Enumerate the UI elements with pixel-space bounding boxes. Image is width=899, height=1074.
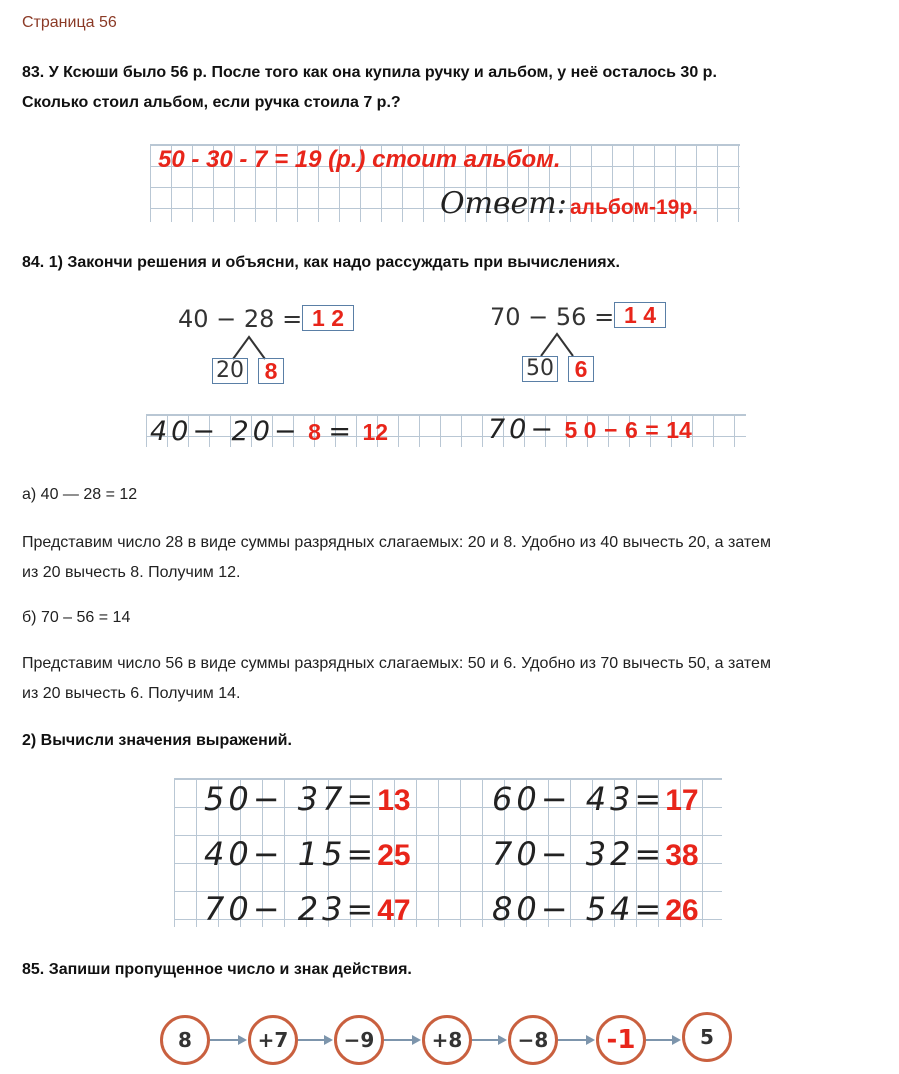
part-left-1: 20 [212, 358, 248, 384]
task-83-answer-label: Ответ: [440, 186, 567, 221]
chain-arrow-5 [558, 1039, 588, 1041]
task-83-text [22, 58, 717, 118]
exercise-6-answer: 26 [665, 894, 699, 927]
chain-circle-2: +7 [248, 1015, 298, 1065]
task-84-title: 84. 1) Закончи решения и объясни, как надо рассуждать при вычислениях. [22, 254, 620, 271]
chain-arrowhead-5 [586, 1035, 595, 1045]
task-83-answer: альбом-19р. [570, 196, 698, 219]
exercise-3 [204, 835, 411, 873]
exercise-3-answer: 25 [377, 839, 411, 872]
explanation-a-label: а) 40 — 28 = 12 [22, 486, 138, 503]
chain-circle-6: -1 [596, 1015, 646, 1065]
chain-arrowhead-6 [672, 1035, 681, 1045]
explanation-b-line1: Представим число 56 в виде суммы разрядных слагаемых: 50 и 6. Удобно из 70 вычесть 50, а затем [22, 655, 771, 672]
chain-right-eq: = [645, 417, 659, 443]
part-right-2: 6 [568, 356, 594, 382]
exercise-1 [204, 780, 411, 818]
exercise-6 [492, 890, 699, 928]
expr-left: 40 − 28 = [178, 305, 303, 333]
exercise-5 [204, 890, 411, 928]
result-left-d2: 2 [331, 305, 344, 331]
explanation-b [22, 649, 771, 709]
branch-right [533, 330, 583, 358]
chain-right-minus: − [604, 417, 618, 443]
result-left-d1: 1 [312, 305, 325, 331]
chain-right-red2: 6 [624, 417, 638, 443]
chain-arrow-2 [298, 1039, 326, 1041]
chain-circle-4: +8 [422, 1015, 472, 1065]
chain-right-hand: 70− [488, 414, 557, 445]
exercise-1-expr: 50− 37= [204, 780, 378, 818]
exercise-1-answer: 13 [377, 784, 411, 817]
chain-left-hand: 40− 20− [150, 416, 301, 447]
chain-arrowhead-4 [498, 1035, 507, 1045]
exercise-5-expr: 70− 23= [204, 890, 378, 928]
explanation-b-line2: из 20 вычесть 6. Получим 14. [22, 685, 241, 702]
exercise-4-answer: 38 [665, 839, 699, 872]
chain-left-eq: = [328, 416, 355, 447]
explanation-a-line2: из 20 вычесть 8. Получим 12. [22, 564, 241, 581]
explanation-b-label: б) 70 – 56 = 14 [22, 609, 131, 626]
branch-left [225, 333, 275, 361]
chain-arrowhead-1 [238, 1035, 247, 1045]
task-85-title: 85. Запиши пропущенное число и знак действия. [22, 961, 412, 978]
exercise-4 [492, 835, 699, 873]
part-left-2: 8 [258, 358, 284, 384]
page-title: Страница 56 [22, 14, 117, 31]
result-right-d2: 4 [643, 302, 656, 328]
task-83-line1: 83. У Ксюши было 56 р. После того как она купила ручку и альбом, у неё осталось 30 р. [22, 64, 717, 81]
chain-circle-5: −8 [508, 1015, 558, 1065]
part-right-1: 50 [522, 356, 558, 382]
expr-right: 70 − 56 = [490, 303, 615, 331]
chain-circle-7: 5 [682, 1012, 732, 1062]
chain-arrowhead-2 [324, 1035, 333, 1045]
chain-right-red1: 5 0 [564, 417, 597, 443]
chain-arrow-4 [472, 1039, 500, 1041]
chain-arrow-6 [646, 1039, 674, 1041]
task-83-solution: 50 - 30 - 7 = 19 (р.) стоит альбом. [158, 146, 561, 173]
chain-left-red2: 12 [362, 419, 389, 445]
task-84-part2-title: 2) Вычисли значения выражений. [22, 732, 292, 749]
explanation-a-line1: Представим число 28 в виде суммы разрядных слагаемых: 20 и 8. Удобно из 40 вычесть 20, а затем [22, 534, 771, 551]
chain-arrow-3 [384, 1039, 414, 1041]
exercise-4-expr: 70− 32= [492, 835, 666, 873]
exercise-2 [492, 780, 699, 818]
chain-circle-1: 8 [160, 1015, 210, 1065]
exercise-6-expr: 80− 54= [492, 890, 666, 928]
task-83-line2: Сколько стоил альбом, если ручка стоила 7 р.? [22, 94, 401, 111]
chain-left-red1: 8 [308, 419, 321, 445]
chain-circle-3: −9 [334, 1015, 384, 1065]
chain-right [488, 414, 692, 445]
result-right-d1: 1 [624, 302, 637, 328]
chain-left [150, 416, 388, 447]
exercise-2-answer: 17 [665, 784, 699, 817]
chain-arrowhead-3 [412, 1035, 421, 1045]
result-box-left [302, 305, 354, 331]
exercise-5-answer: 47 [377, 894, 411, 927]
result-box-right [614, 302, 666, 328]
exercise-3-expr: 40− 15= [204, 835, 378, 873]
chain-right-red3: 14 [666, 417, 692, 443]
exercise-2-expr: 60− 43= [492, 780, 666, 818]
explanation-a [22, 528, 771, 588]
chain-arrow-1 [210, 1039, 240, 1041]
